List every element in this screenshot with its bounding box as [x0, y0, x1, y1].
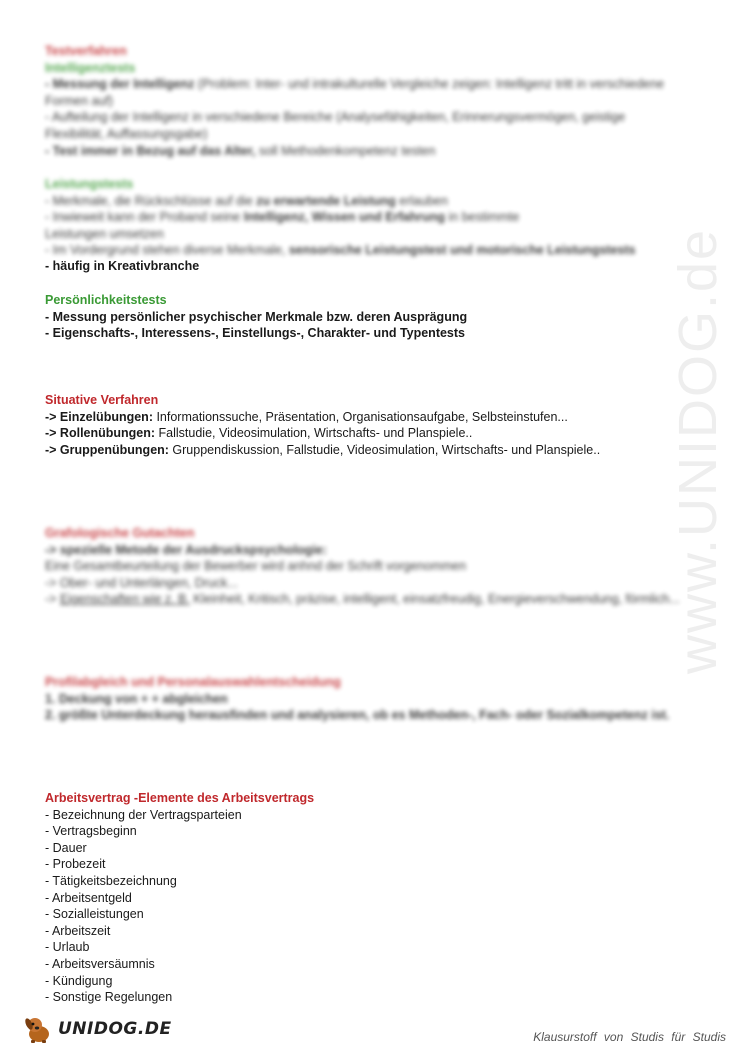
subsection-title: Intelligenztests [45, 60, 136, 75]
list-item: - Arbeitsversäumnis [45, 956, 155, 971]
list-item: - Arbeitsentgeld [45, 890, 132, 905]
text-line: Flexibilität, Auffassungsgabe) [45, 126, 208, 141]
text-line: Leistungen umsetzen [45, 226, 164, 241]
list-item: -> Gruppenübungen: Gruppendiskussion, Fallstudie, Videosimulation, Wirtschafts- und Planspiele.. [45, 442, 601, 457]
list-item: - Sozialleistungen [45, 907, 144, 922]
text-line: -> Eigenschaften wie z. B. Kleinheit, Kritisch, präzise, intelligent, einsatzfreudig, Energieverschwendung, förmlich... [45, 592, 680, 607]
text-line: 2. größte Unterdeckung herausfinden und analysieren, ob es Methoden-, Fach- oder Sozialkompetenz ist. [45, 708, 670, 723]
text-line: -> Ober- und Unterlängen, Druck... [45, 575, 238, 590]
text-line: Eine Gesamtbeurteilung der Bewerber wird anhnd der Schrift vorgenommen [45, 559, 467, 574]
text-line: - Inwieweit kann der Proband seine Intelligenz, Wissen und Erfahrung in bestimmte [45, 210, 520, 225]
list-item: -> Rollenübungen: Fallstudie, Videosimulation, Wirtschafts- und Planspiele.. [45, 426, 473, 441]
section-title: Arbeitsvertrag -Elemente des Arbeitsvertrags [45, 791, 315, 805]
dog-mascot-icon [22, 1014, 56, 1044]
list-item: - Sonstige Regelungen [45, 990, 173, 1005]
text-line: - häufig in Kreativbranche [45, 258, 200, 273]
text-line: - Merkmale, die Rückschlüsse auf die zu erwartende Leistung erlauben [45, 193, 448, 208]
list-item: - Bezeichnung der Vertragsparteien [45, 807, 242, 822]
text-line: 1. Deckung von + + abgleichen [45, 691, 228, 706]
subsection-title: Leistungstests [45, 177, 134, 191]
list-item: - Tätigkeitsbezeichnung [45, 873, 177, 888]
list-item: - Probezeit [45, 857, 106, 872]
list-item: - Kündigung [45, 973, 113, 988]
text-line: Formen auf) [45, 93, 114, 108]
section-testverfahren [45, 43, 710, 159]
section-profilabgleich [45, 674, 710, 724]
section-title: Grafologische Gutachten [45, 526, 195, 540]
list-item: - Arbeitszeit [45, 923, 111, 938]
text-line: - Eigenschafts-, Interessens-, Einstellungs-, Charakter- und Typentests [45, 326, 466, 341]
footer-tagline: Klausurstoff von Studis für Studis [533, 1030, 726, 1044]
text-line: - Messung persönlicher psychischer Merkmale bzw. deren Ausprägung [45, 309, 468, 324]
text-line: - Aufteilung der Intelligenz in verschiedene Bereiche (Analysefähigkeiten, Erinnerungsvermögen, geistige [45, 110, 626, 125]
text-line: - Im Vordergrund stehen diverse Merkmale, sensorische Leistungstest und motorische Leistungstests [45, 243, 636, 258]
list-item: - Urlaub [45, 940, 90, 955]
subsection-title: Persönlichkeitstests [45, 293, 167, 307]
section-persoenlichkeitstests [45, 292, 710, 342]
section-grafologische-gutachten [45, 525, 710, 608]
section-title: Situative Verfahren [45, 393, 159, 407]
text-line: - Messung der Intelligenz (Problem: Inter- und intrakulturelle Vergleiche zeigen: Intelligenz tritt in verschiedene [45, 77, 665, 92]
brand-name: UNIDOG.DE [58, 1019, 172, 1039]
watermark-text: www.UNIDOG.de [668, 227, 728, 675]
section-arbeitsvertrag [45, 790, 710, 1006]
list-item: - Vertragsbeginn [45, 824, 137, 839]
section-leistungstests [45, 176, 710, 275]
text-line: - Test immer in Bezug auf das Alter, soll Methodenkompetenz testen [45, 143, 436, 158]
section-title: Testverfahren [45, 44, 127, 58]
footer-logo [22, 1014, 172, 1044]
list-item: - Dauer [45, 840, 87, 855]
section-situative-verfahren [45, 392, 710, 458]
section-title: Profilabgleich und Personalauswahlentscheidung [45, 675, 341, 689]
list-item: -> Einzelübungen: Informationssuche, Präsentation, Organisationsaufgabe, Selbsteinstufen... [45, 409, 568, 424]
text-line: -> spezielle Metode der Ausdruckspsychologie: [45, 542, 327, 557]
